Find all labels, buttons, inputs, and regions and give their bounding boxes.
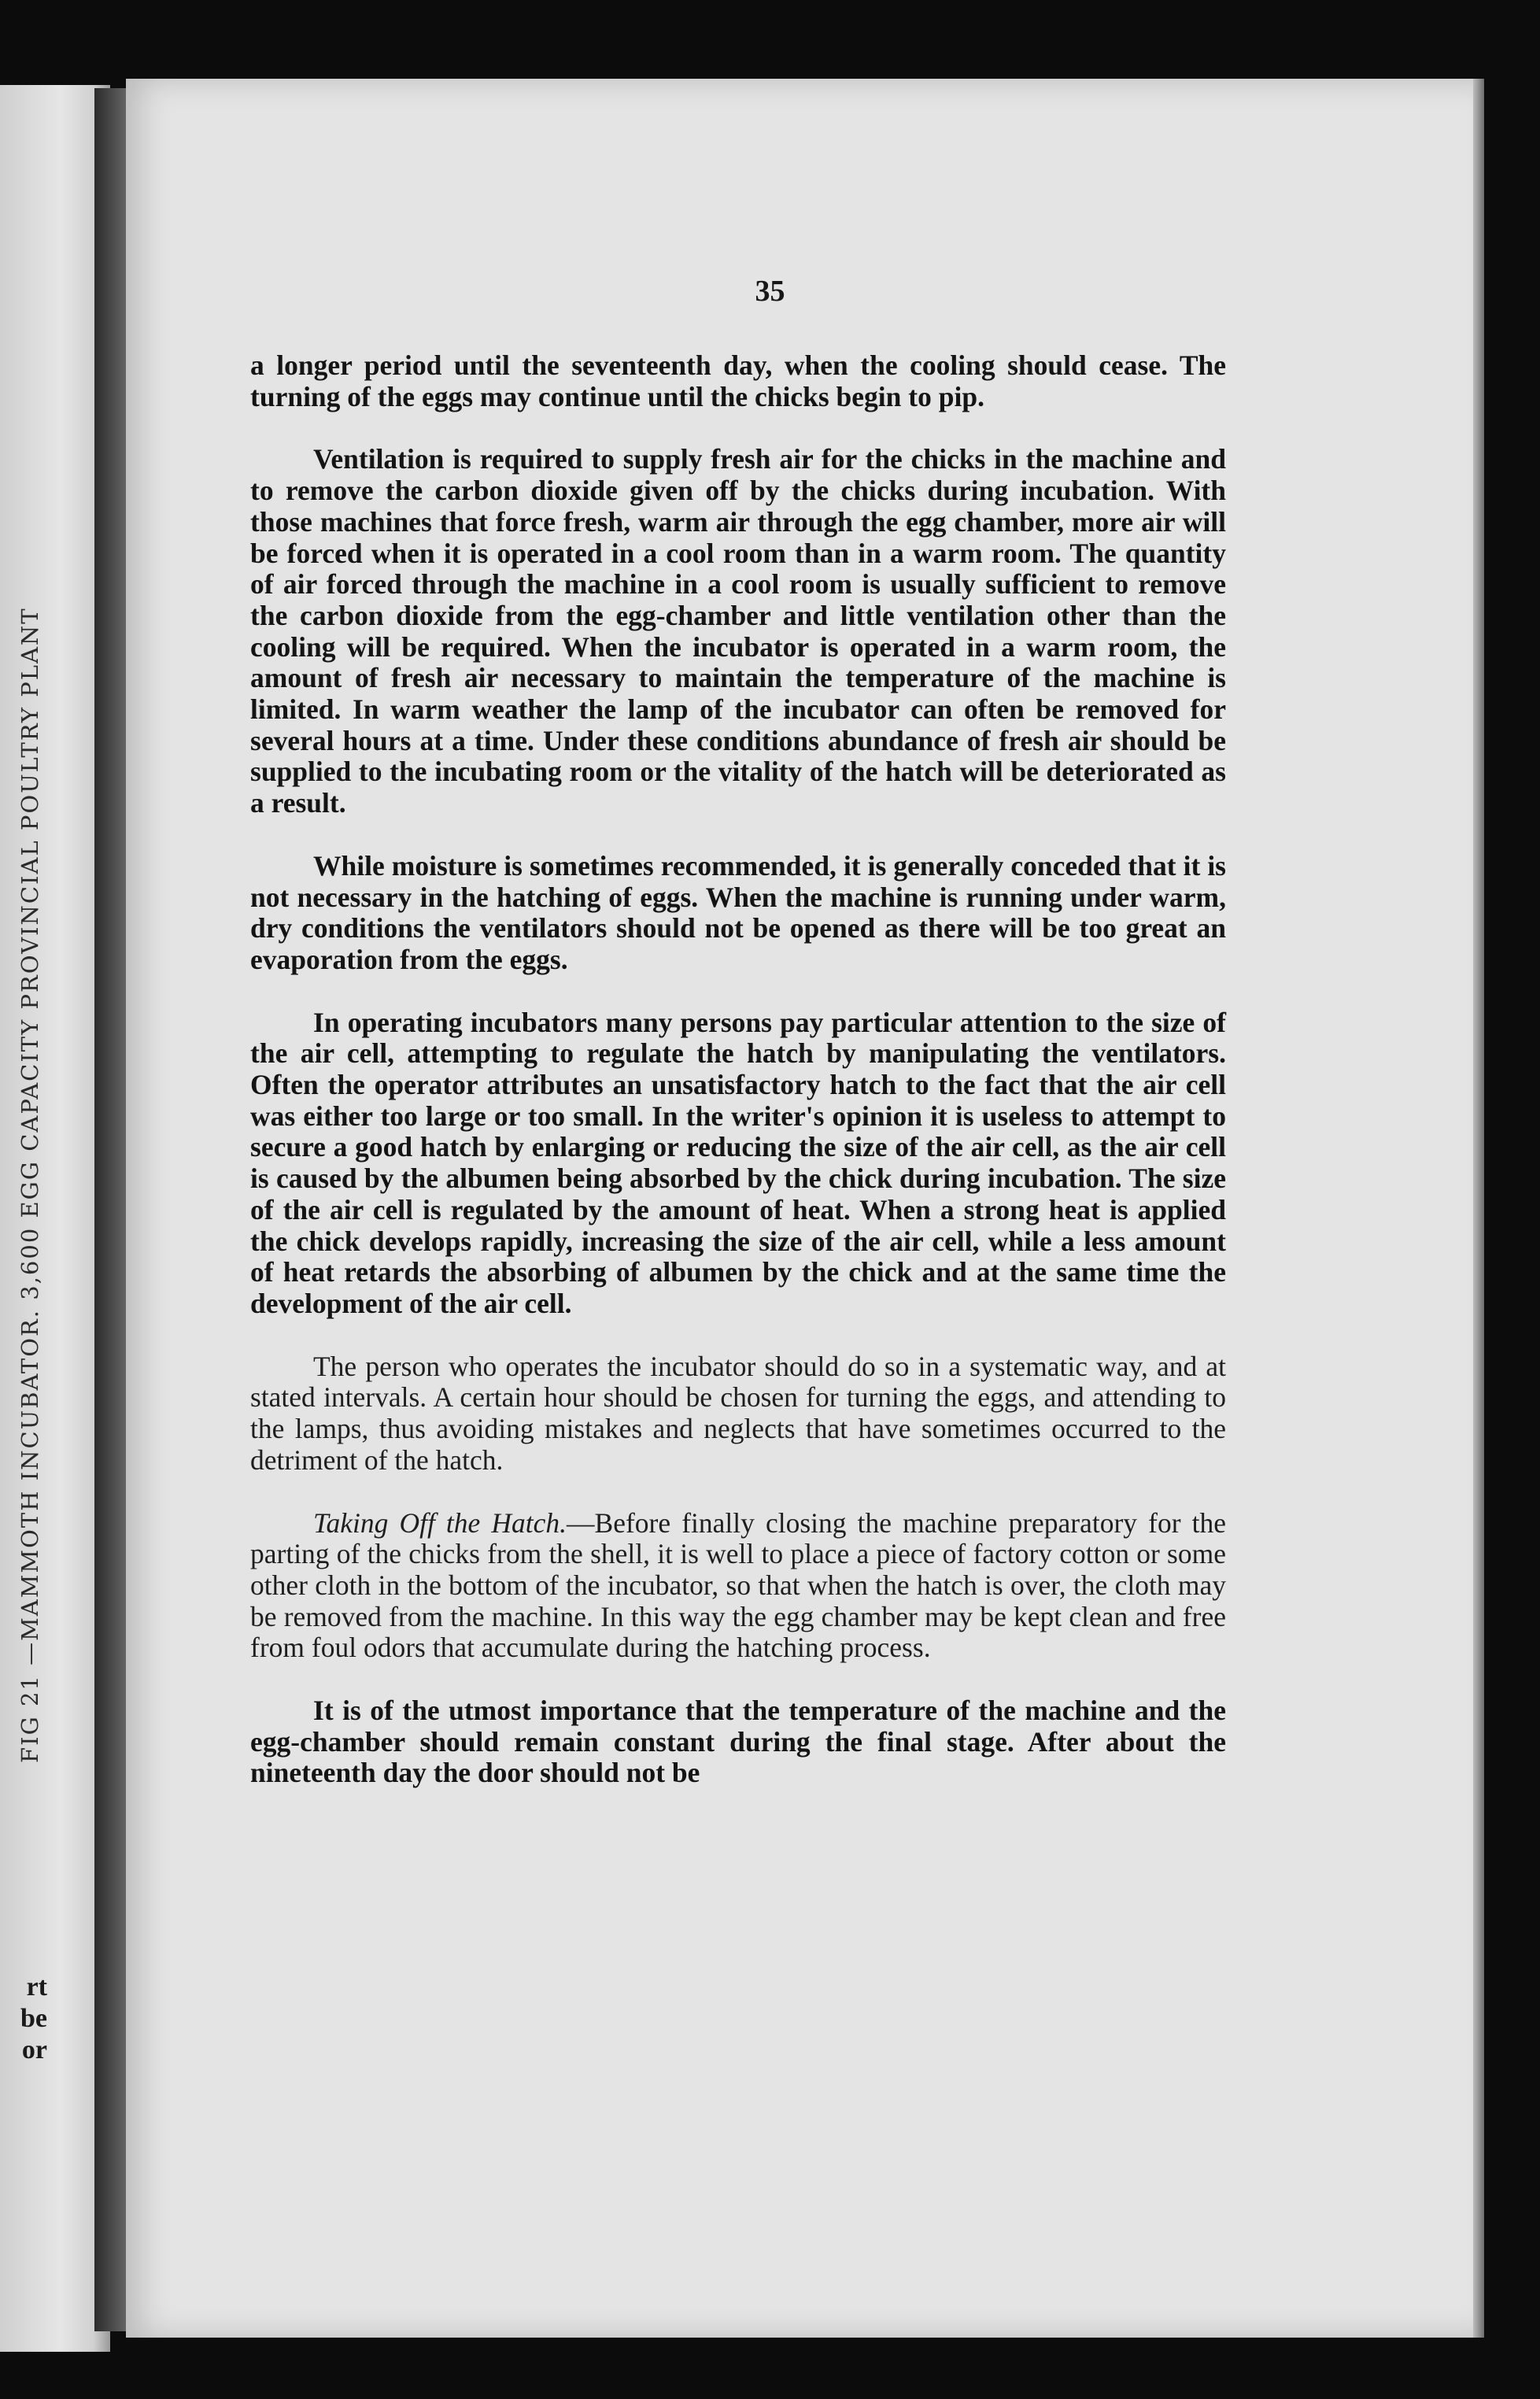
paragraph-text: —Before finally closing the machine preparatory for the parting of the chicks from the shell, it is well to place a piece of factory cotton or some other cloth in the bottom of the incubator, so that when the hatch is over, the cloth may be removed from the machine. In this way the egg chamber may be kept clean and free from foul odors that accumulate during the hatching process.	[250, 1506, 1227, 1664]
paragraph-moisture: While moisture is sometimes recommended, it is generally conceded that it is not necessary in the hatching of eggs. When the machine is running under warm, dry conditions the ventilators should not be opened as there will be too great an evaporation from the eggs.	[250, 849, 1226, 975]
paragraph-taking-off-hatch	[250, 1508, 1226, 1665]
fragment-line: rt	[26, 1972, 47, 2002]
paragraph-operator: The person who operates the incubator should do so in a systematic way, and at stated intervals. A certain hour should be chosen for turning the eggs, and attending to the lamps, thus avoiding mistakes and neglects that have sometimes occurred to the detriment of the hatch.	[250, 1350, 1226, 1476]
left-page-figure-caption: FIG 21 —MAMMOTH INCUBATOR. 3,600 EGG CAPACITY PROVINCIAL POULTRY PLANT	[17, 607, 43, 1763]
paragraph-ventilation: Ventilation is required to supply fresh air for the chicks in the machine and to remove the carbon dioxide given off by the chicks during incubation. With those machines that force fresh, warm air through the egg chamber, more air will be forced when it is operated in a cool room than in a warm room. The quantity of air forced through the machine in a cool room is usually sufficient to remove the carbon dioxide from the egg-chamber and little ventilation other than the cooling will be required. When the incubator is operated in a warm room, the amount of fresh air necessary to maintain the temperature of the machine is limited. In warm weather the lamp of the incubator can often be removed for several hours at a time. Under these conditions abundance of fresh air should be supplied to the incubating room or the vitality of the hatch will be deteriorated as a result.	[250, 443, 1226, 819]
section-heading: Taking Off the Hatch.	[313, 1506, 567, 1539]
fragment-line: be	[20, 2004, 47, 2033]
fragment-line: or	[21, 2035, 47, 2064]
page-edge-shadow	[1473, 79, 1484, 2338]
paragraph-1: a longer period until the seventeenth day, when the cooling should cease. The turning of the eggs may continue until the chicks begin to pip.	[250, 349, 1226, 412]
left-page-text-fragment	[0, 1972, 47, 2066]
page-number: 35	[755, 275, 785, 308]
paragraph-temperature: It is of the utmost importance that the temperature of the machine and the egg-chamber should remain constant during the final stage. After about the nineteenth day the door should not be	[250, 1695, 1226, 1789]
page-body	[250, 350, 1226, 1821]
paragraph-air-cell: In operating incubators many persons pay particular attention to the size of the air cell, attempting to regulate the hatch by manipulating the ventilators. Often the operator attributes an unsatisfactory hatch to the fact that the air cell was either too large or too small. In the writer's opinion it is useless to attempt to secure a good hatch by enlarging or reducing the size of the air cell, as the air cell is caused by the albumen being absorbed by the chick during incubation. The size of the air cell is regulated by the amount of heat. When a strong heat is applied the chick develops rapidly, increasing the size of the air cell, while a less amount of heat retards the absorbing of albumen by the chick and at the same time the development of the air cell.	[250, 1006, 1226, 1319]
